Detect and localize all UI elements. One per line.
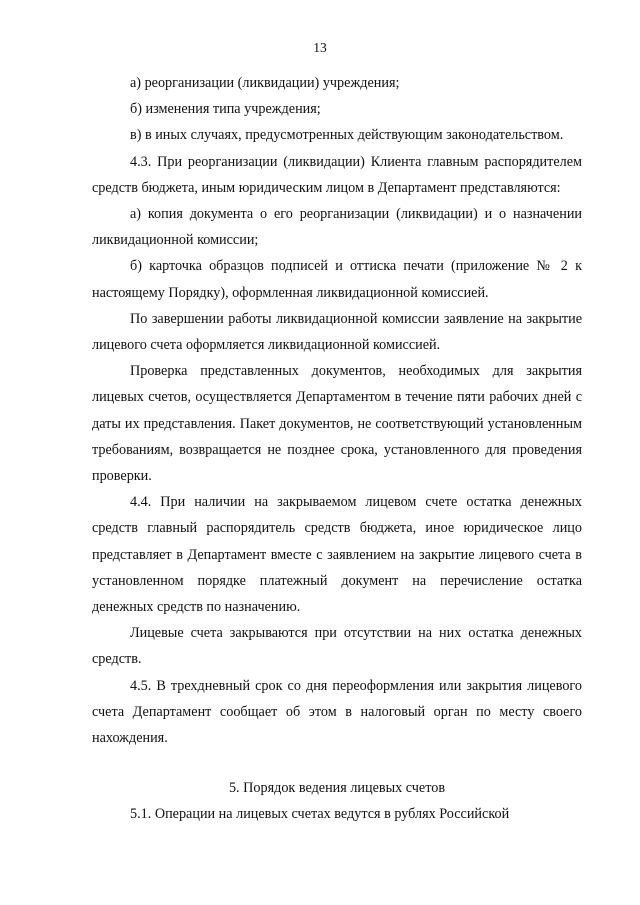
paragraph-copy-document: а) копия документа о его реорганизации (ликвидации) и о назначении ликвидационной комиссии;: [92, 206, 582, 249]
paragraph-5-1: 5.1. Операции на лицевых счетах ведутся в рублях Российской: [130, 806, 510, 823]
document-body: [92, 70, 582, 828]
paragraph-type-change: б) изменения типа учреждения;: [130, 101, 321, 118]
section-heading: 5. Порядок ведения лицевых счетов: [228, 780, 446, 797]
paragraph-other-cases: в) в иных случаях, предусмотренных действующим законодательством.: [130, 127, 564, 144]
page-number: 13: [313, 40, 327, 55]
paragraph-4-4: 4.4. При наличии на закрываемом лицевом счете остатка денежных средств главный распорядитель средств бюджета, иное юридическое лицо представляет в Департамент вместе с заявлением на закрытие лицевого счета в установленном порядке платежный документ на перечисление остатка денежных средств по назначению.: [92, 494, 582, 616]
paragraph-commission-closing: По завершении работы ликвидационной комиссии заявление на закрытие лицевого счета оформляется ликвидационной комиссией.: [92, 310, 582, 354]
paragraph-reorganization: а) реорганизации (ликвидации) учреждения;: [130, 75, 400, 91]
paragraph-accounts-closed: Лицевые счета закрываются при отсутствии на них остатка денежных средств.: [92, 625, 582, 668]
paragraph-4-3: 4.3. При реорганизации (ликвидации) Клиента главным распорядителем средств бюджета, иным юридическим лицом в Департамент представляются:: [92, 153, 582, 196]
paragraph-signature-card: б) карточка образцов подписей и оттиска печати (приложение № 2 к настоящему Порядку), оформленная ликвидационной комиссией.: [92, 258, 582, 301]
paragraph-document-check: Проверка представленных документов, необходимых для закрытия лицевых счетов, осуществляется Департаментом в течение пяти рабочих дней с даты их представления. Пакет документов, не соответствующий установленным требованиям, возвращается не позднее срока, установленного для проведения проверки.: [92, 363, 582, 485]
paragraph-4-5: 4.5. В трехдневный срок со дня переоформления или закрытия лицевого счета Департамент сообщает об этом в налоговый орган по месту своего нахождения.: [92, 677, 582, 747]
